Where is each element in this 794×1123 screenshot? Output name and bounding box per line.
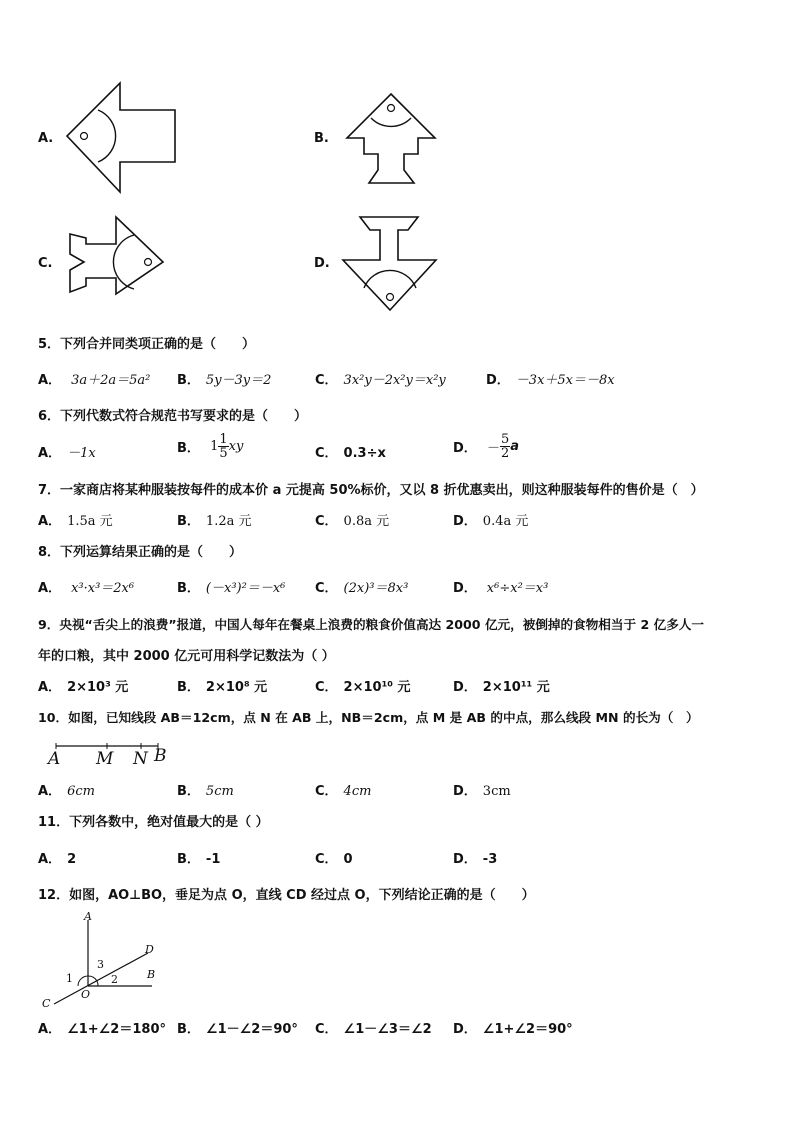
q9-option-c[interactable] bbox=[315, 676, 411, 695]
shape-b-figure bbox=[344, 90, 439, 188]
option-text: x⁶÷x²＝x³ bbox=[486, 581, 549, 596]
option-label: D． bbox=[453, 784, 477, 799]
question-5-stem: 5．下列合并同类项正确的是（ ） bbox=[38, 337, 256, 352]
mixed-whole: 1 bbox=[210, 439, 219, 454]
question-6-stem: 6．下列代数式符合规范书写要求的是（ ） bbox=[38, 409, 308, 424]
option-label: B． bbox=[177, 581, 200, 596]
question-9-stem-cont: 年的口粮，其中 2000 亿元可用科学记数法为（ ） bbox=[38, 649, 335, 664]
q11-option-c[interactable] bbox=[315, 848, 353, 867]
option-label: B． bbox=[177, 784, 200, 799]
shape-a-figure bbox=[60, 80, 185, 198]
shape-c-figure bbox=[66, 214, 166, 298]
q9-option-b[interactable] bbox=[177, 676, 267, 695]
shape-option-b-label: B. bbox=[314, 131, 329, 146]
shape-option-a-label: A. bbox=[38, 131, 54, 146]
option-text: 3a＋2a＝5a² bbox=[71, 373, 151, 388]
option-label: D． bbox=[453, 1022, 477, 1037]
option-label: B． bbox=[177, 441, 200, 456]
option-text: 2×10¹⁰ 元 bbox=[343, 680, 411, 695]
option-label: C． bbox=[315, 680, 338, 695]
option-text: 6cm bbox=[67, 784, 95, 799]
option-text: －1x bbox=[67, 446, 96, 461]
angle-2-label: 2 bbox=[111, 973, 118, 986]
fraction bbox=[500, 433, 510, 460]
q12-option-b[interactable] bbox=[177, 1018, 298, 1037]
option-label: B． bbox=[177, 680, 200, 695]
option-label: C． bbox=[315, 446, 338, 461]
q7-option-a[interactable] bbox=[38, 510, 113, 529]
point-c-label: C bbox=[42, 997, 51, 1010]
option-text: (2x)³＝8x³ bbox=[343, 581, 409, 596]
q10-option-b[interactable] bbox=[177, 780, 234, 799]
option-label: D． bbox=[453, 581, 477, 596]
option-label: B． bbox=[177, 373, 200, 388]
q11-option-b[interactable] bbox=[177, 848, 220, 867]
option-text: ∠1+∠2＝180° bbox=[67, 1022, 166, 1037]
q7-option-d[interactable] bbox=[453, 510, 528, 529]
option-label: A． bbox=[38, 373, 62, 388]
point-a-label: A bbox=[84, 910, 92, 923]
option-label: C． bbox=[315, 1022, 338, 1037]
option-label: C． bbox=[315, 581, 338, 596]
point-a-label: A bbox=[48, 749, 61, 769]
q6-option-d[interactable] bbox=[453, 433, 519, 460]
option-text: 0.4a 元 bbox=[482, 514, 529, 529]
question-10-stem: 10．如图，已知线段 AB＝12cm，点 N 在 AB 上，NB＝2cm，点 M 是 AB 的中点，那么线段 MN 的长为（ ） bbox=[38, 710, 699, 725]
option-text: 0.3÷x bbox=[343, 446, 386, 461]
option-label: A． bbox=[38, 1022, 62, 1037]
shape-d-figure bbox=[340, 214, 440, 314]
q7-option-c[interactable] bbox=[315, 510, 389, 529]
option-label: D． bbox=[453, 852, 477, 867]
option-label: A． bbox=[38, 852, 62, 867]
option-tail: a bbox=[510, 439, 520, 454]
q6-option-b[interactable] bbox=[177, 433, 243, 460]
angle-figure bbox=[40, 910, 170, 1010]
question-7-stem: 7．一家商店将某种服装按每件的成本价 a 元提高 50%标价，又以 8 折优惠卖出，则这种服装每件的售价是（ ） bbox=[38, 483, 704, 498]
option-text: 5cm bbox=[205, 784, 234, 799]
fraction-denominator: 2 bbox=[500, 446, 510, 461]
option-text: 0 bbox=[343, 852, 353, 867]
option-text: 2×10³ 元 bbox=[67, 680, 129, 695]
fraction bbox=[218, 433, 228, 460]
q5-option-b[interactable] bbox=[177, 369, 271, 388]
angle-3-label: 3 bbox=[97, 958, 104, 971]
option-label: C． bbox=[315, 373, 338, 388]
option-text: ∠1－∠2＝90° bbox=[205, 1022, 298, 1037]
option-label: D． bbox=[453, 441, 477, 456]
option-label: B． bbox=[177, 514, 200, 529]
option-text: ∠1－∠3＝∠2 bbox=[343, 1022, 432, 1037]
option-text: -1 bbox=[205, 852, 221, 867]
option-label: A． bbox=[38, 581, 62, 596]
q6-option-c[interactable] bbox=[315, 442, 386, 461]
q9-option-d[interactable] bbox=[453, 676, 550, 695]
q12-option-a[interactable] bbox=[38, 1018, 166, 1037]
option-text: 1.2a 元 bbox=[205, 514, 252, 529]
question-8-stem: 8．下列运算结果正确的是（ ） bbox=[38, 545, 243, 560]
point-n-label: N bbox=[133, 749, 148, 769]
option-text: 0.8a 元 bbox=[343, 514, 390, 529]
option-text: 2×10⁸ 元 bbox=[205, 680, 268, 695]
option-label: D． bbox=[453, 680, 477, 695]
option-text: 2×10¹¹ 元 bbox=[482, 680, 550, 695]
option-text: -3 bbox=[482, 852, 498, 867]
option-text: 3cm bbox=[482, 784, 511, 799]
option-text: x³·x³＝2x⁶ bbox=[71, 581, 135, 596]
q8-option-d[interactable] bbox=[453, 577, 548, 596]
q5-option-d[interactable] bbox=[486, 369, 615, 388]
option-sign: － bbox=[486, 441, 500, 456]
option-text: 3x²y－2x²y＝x²y bbox=[343, 373, 446, 388]
angle-1-label: 1 bbox=[66, 972, 73, 985]
q11-option-d[interactable] bbox=[453, 848, 497, 867]
fraction-numerator: 5 bbox=[500, 432, 510, 447]
option-label: A． bbox=[38, 446, 62, 461]
fraction-denominator: 5 bbox=[219, 446, 228, 461]
shape-option-d-label: D. bbox=[314, 256, 330, 271]
option-label: B． bbox=[177, 1022, 200, 1037]
question-11-stem: 11．下列各数中，绝对值最大的是（ ） bbox=[38, 815, 269, 830]
option-label: A． bbox=[38, 784, 62, 799]
option-label: D． bbox=[486, 373, 510, 388]
option-text: －3x＋5x＝－8x bbox=[515, 373, 615, 388]
option-text: 2 bbox=[67, 852, 77, 867]
q5-option-c[interactable] bbox=[315, 369, 446, 388]
q10-option-a[interactable] bbox=[38, 780, 95, 799]
point-d-label: D bbox=[145, 943, 154, 956]
option-text: 1.5a 元 bbox=[67, 514, 113, 529]
q10-option-c[interactable] bbox=[315, 780, 371, 799]
q8-option-a[interactable] bbox=[38, 577, 134, 596]
question-12-stem: 12．如图，AO⊥BO，垂足为点 O，直线 CD 经过点 O，下列结论正确的是（ ） bbox=[38, 888, 535, 903]
option-text: (－x³)²＝－x⁶ bbox=[205, 581, 286, 596]
q8-option-c[interactable] bbox=[315, 577, 408, 596]
q6-option-a[interactable] bbox=[38, 442, 96, 461]
option-text: ∠1+∠2＝90° bbox=[482, 1022, 573, 1037]
shape-option-c-label: C. bbox=[38, 256, 53, 271]
option-label: C． bbox=[315, 514, 338, 529]
point-m-label: M bbox=[96, 749, 114, 769]
option-label: A． bbox=[38, 680, 62, 695]
q10-option-d[interactable] bbox=[453, 780, 511, 799]
option-tail: xy bbox=[228, 439, 244, 454]
option-label: C． bbox=[315, 784, 338, 799]
q7-option-b[interactable] bbox=[177, 510, 251, 529]
point-b-label: B bbox=[147, 968, 156, 981]
q5-option-a[interactable] bbox=[38, 369, 150, 388]
q9-option-a[interactable] bbox=[38, 676, 128, 695]
option-label: D． bbox=[453, 514, 477, 529]
option-text: 4cm bbox=[343, 784, 372, 799]
point-o-label: O bbox=[81, 988, 91, 1001]
option-text: 5y－3y＝2 bbox=[205, 373, 272, 388]
q11-option-a[interactable] bbox=[38, 848, 76, 867]
point-b-label: B bbox=[154, 746, 167, 766]
fraction-numerator: 1 bbox=[219, 432, 228, 447]
q12-option-d[interactable] bbox=[453, 1018, 573, 1037]
option-label: A． bbox=[38, 514, 62, 529]
option-label: C． bbox=[315, 852, 338, 867]
option-label: B． bbox=[177, 852, 200, 867]
q8-option-b[interactable] bbox=[177, 577, 285, 596]
q12-option-c[interactable] bbox=[315, 1018, 432, 1037]
question-9-stem: 9．央视“舌尖上的浪费”报道，中国人每年在餐桌上浪费的粮食价值高达 2000 亿元，被倒掉的食物相当于 2 亿多人一 bbox=[38, 617, 704, 632]
